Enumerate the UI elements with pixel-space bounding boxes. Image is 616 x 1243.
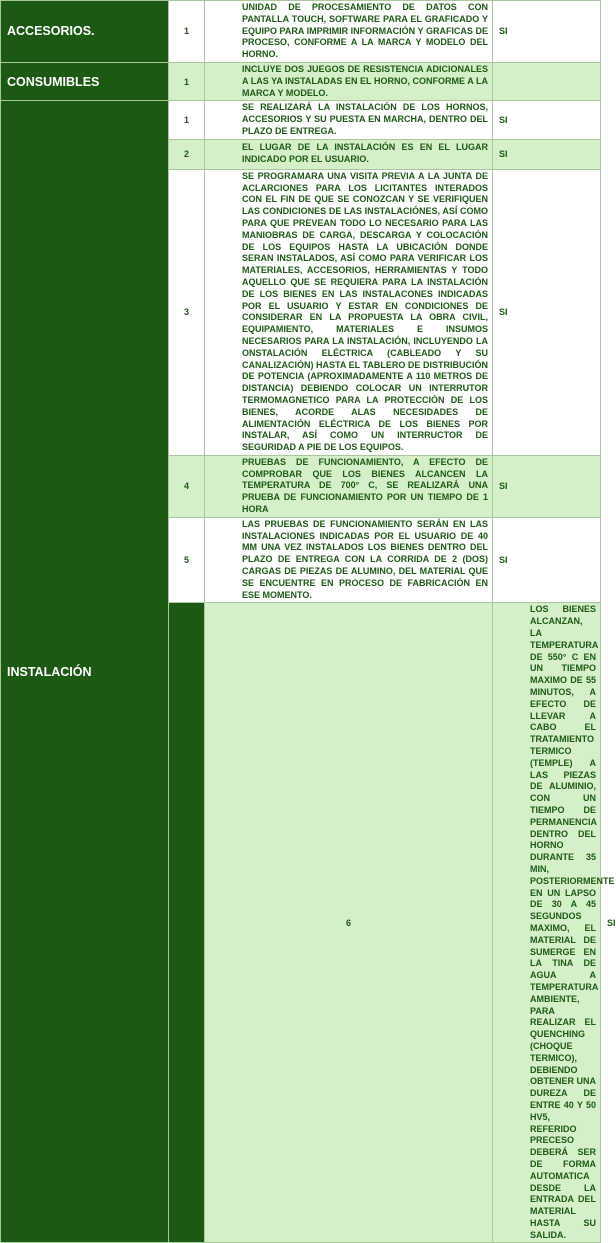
table-row xyxy=(1,1,601,63)
table-row xyxy=(1,62,601,100)
table-row xyxy=(1,101,601,139)
item-number: 6 xyxy=(205,603,493,1243)
item-number: 4 xyxy=(169,455,205,517)
item-description: LAS PRUEBAS DE FUNCIONAMIENTO SERÁN EN LAS INSTALACIONES INDICADAS POR EL USUARIO DE 40 MM UNA VEZ INSTALADOS LOS BIENES DENTRO DEL PLAZO DE ENTREGA CON LA CORRIDA DE 2 (DOS) CARGAS DE PIEZAS DE ALUMINO, DEL MATERIAL QUE SE ENCUENTRE EN PROCESO DE FABRICACIÓN EN ESE MOMENTO. xyxy=(205,517,493,603)
compliance-cell: SI xyxy=(493,1,601,63)
item-description: SE PROGRAMARA UNA VISITA PREVIA A LA JUNTA DE ACLARCIONES PARA LOS LICITANTES INTERADOS CON EL FIN DE QUE SE CONOZCAN Y SE VERIFIQUEN LAS CONDICIONES DE LAS INSTALACIÓNES, ASÍ COMO PARA QUE PREVEAN TODO LO NECESARIO PARA LAS MANIOBRAS DE CARGA, DESCARGA Y COLOCACIÓN DE LOS EQUIPOS HASTA LA UBICACIÓN DONDE SERAN INSTALADOS, ASÍ COMO PARA VERIFICAR LOS MATERIALES, ACCESORIOS, HERRAMIENTAS Y TODO AQUELLO QUE SE REQUIERA PARA LA INSTALACIÓN DE LOS BIENES EN LAS INSTALACONES INDICADAS POR EL USUARIO Y ESTAR EN CONDICIONES DE CONSIDERAR EN LA PROPUESTA LA OBRA CIVIL, EQUIPAMIENTO, MATERIALES E INSUMOS NECESARIOS PARA LA INSTALACIÓN, INCLUYENDO LA ONSTALACIÓN ELÉCTRICA (CABLEADO Y SU CANALIZACIÓN) HASTA EL TABLERO DE DISTRIBUCIÓN DE POTENCIA (APROXIMADAMENTE A 110 METROS DE DISTANCIA) DEBIENDO COLOCAR UN INTERRUTOR TERMOMAGNETICO PARA LA PROTECCIÓN DE LOS BIENES, ACORDE ALAS NECESIDADES DE ALIMENTACIÓN ELÉCTRICA DE LOS BIENES POR INSTALAR, ASÍ COMO UN INTERRUCTOR DE SEGURIDAD A PIE DE LOS EQUIPOS. xyxy=(205,169,493,455)
item-description: EL LUGAR DE LA INSTALACIÓN ES EN EL LUGAR INDICADO POR EL USUARIO. xyxy=(205,139,493,169)
item-number: 5 xyxy=(169,517,205,603)
category-cell: ACCESORIOS. xyxy=(1,1,169,63)
item-number: 1 xyxy=(169,62,205,100)
compliance-cell: SI xyxy=(493,517,601,603)
compliance-cell: SI xyxy=(493,101,601,139)
item-number: 2 xyxy=(169,139,205,169)
item-number: 3 xyxy=(169,169,205,455)
item-description: SE REALIZARÁ LA INSTALACIÓN DE LOS HORNOS, ACCESORIOS Y SU PUESTA EN MARCHA, DENTRO DEL PLAZO DE ENTREGA. xyxy=(205,101,493,139)
item-description: LOS BIENES ALCANZAN, LA TEMPERATURA DE 550° C EN UN TIEMPO MAXIMO DE 55 MINUTOS, A EFECTO DE LLEVAR A CABO EL TRATAMIENTO TERMICO (TEMPLE) A LAS PIEZAS DE ALUMINIO, CON UN TIEMPO DE PERMANENCIA DENTRO DEL HORNO DURANTE 35 MIN, POSTERIORMENTE EN UN LAPSO DE 30 A 45 SEGUNDOS MAXIMO, EL MATERIAL DE SUMERGE EN LA TINA DE AGUA A TEMPERATURA AMBIENTE, PARA REALIZAR EL QUENCHING (CHOQUE TERMICO), DEBIENDO OBTENER UNA DUREZA DE ENTRE 40 Y 50 HV5, REFERIDO PRECESO DEBERÁ SER DE FORMA AUTOMATICA DESDE LA ENTRADA DEL MATERIAL HASTA SU SALIDA. xyxy=(493,603,601,1243)
item-description: INCLUYE DOS JUEGOS DE RESISTENCIA ADICIONALES A LAS YA INSTALADAS EN EL HORNO, CONFORME A LA MARCA Y MODELO. xyxy=(205,62,493,100)
table-row: 6 LOS BIENES ALCANZAN, LA TEMPERATURA DE 550° C EN UN TIEMPO MAXIMO DE 55 MINUTOS, A EFECTO DE LLEVAR A CABO EL TRATAMIENTO TERMICO (TEMPLE) A LAS PIEZAS DE ALUMINIO, CON UN TIEMPO DE PERMANENCIA DENTRO DEL HORNO DURANTE 35 MIN, POSTERIORMENTE EN UN LAPSO DE 30 A 45 SEGUNDOS MAXIMO, EL MATERIAL DE SUMERGE EN LA TINA DE AGUA A TEMPERATURA AMBIENTE, PARA REALIZAR EL QUENCHING (CHOQUE TERMICO), DEBIENDO OBTENER UNA DUREZA DE ENTRE 40 Y 50 HV5, REFERIDO PRECESO DEBERÁ SER DE FORMA AUTOMATICA DESDE LA ENTRADA DEL MATERIAL HASTA SU SALIDA. SI xyxy=(1,603,601,1243)
item-description: UNIDAD DE PROCESAMIENTO DE DATOS CON PANTALLA TOUCH, SOFTWARE PARA EL GRAFICADO Y EQUIPO PARA IMPRIMIR INFORMACIÓN Y GRAFICAS DE PROCESO, CONFORME A LA MARCA Y MODELO DEL HORNO. xyxy=(205,1,493,63)
category-cell: INSTALACIÓN xyxy=(1,101,169,1243)
item-number: 1 xyxy=(169,101,205,139)
compliance-cell xyxy=(493,62,601,100)
compliance-cell: SI xyxy=(493,139,601,169)
compliance-cell: SI xyxy=(493,455,601,517)
category-cell xyxy=(169,603,205,1243)
item-number: 1 xyxy=(169,1,205,63)
compliance-cell: SI xyxy=(493,169,601,455)
item-description: PRUEBAS DE FUNCIONAMIENTO, A EFECTO DE COMPROBAR QUE LOS BIENES ALCANCEN LA TEMPERATURA DE 700° C, SE REALIZARÁ UNA PRUEBA DE FUNCIONAMIENTO POR UN TIEMPO DE 1 HORA xyxy=(205,455,493,517)
category-cell: CONSUMIBLES xyxy=(1,62,169,100)
